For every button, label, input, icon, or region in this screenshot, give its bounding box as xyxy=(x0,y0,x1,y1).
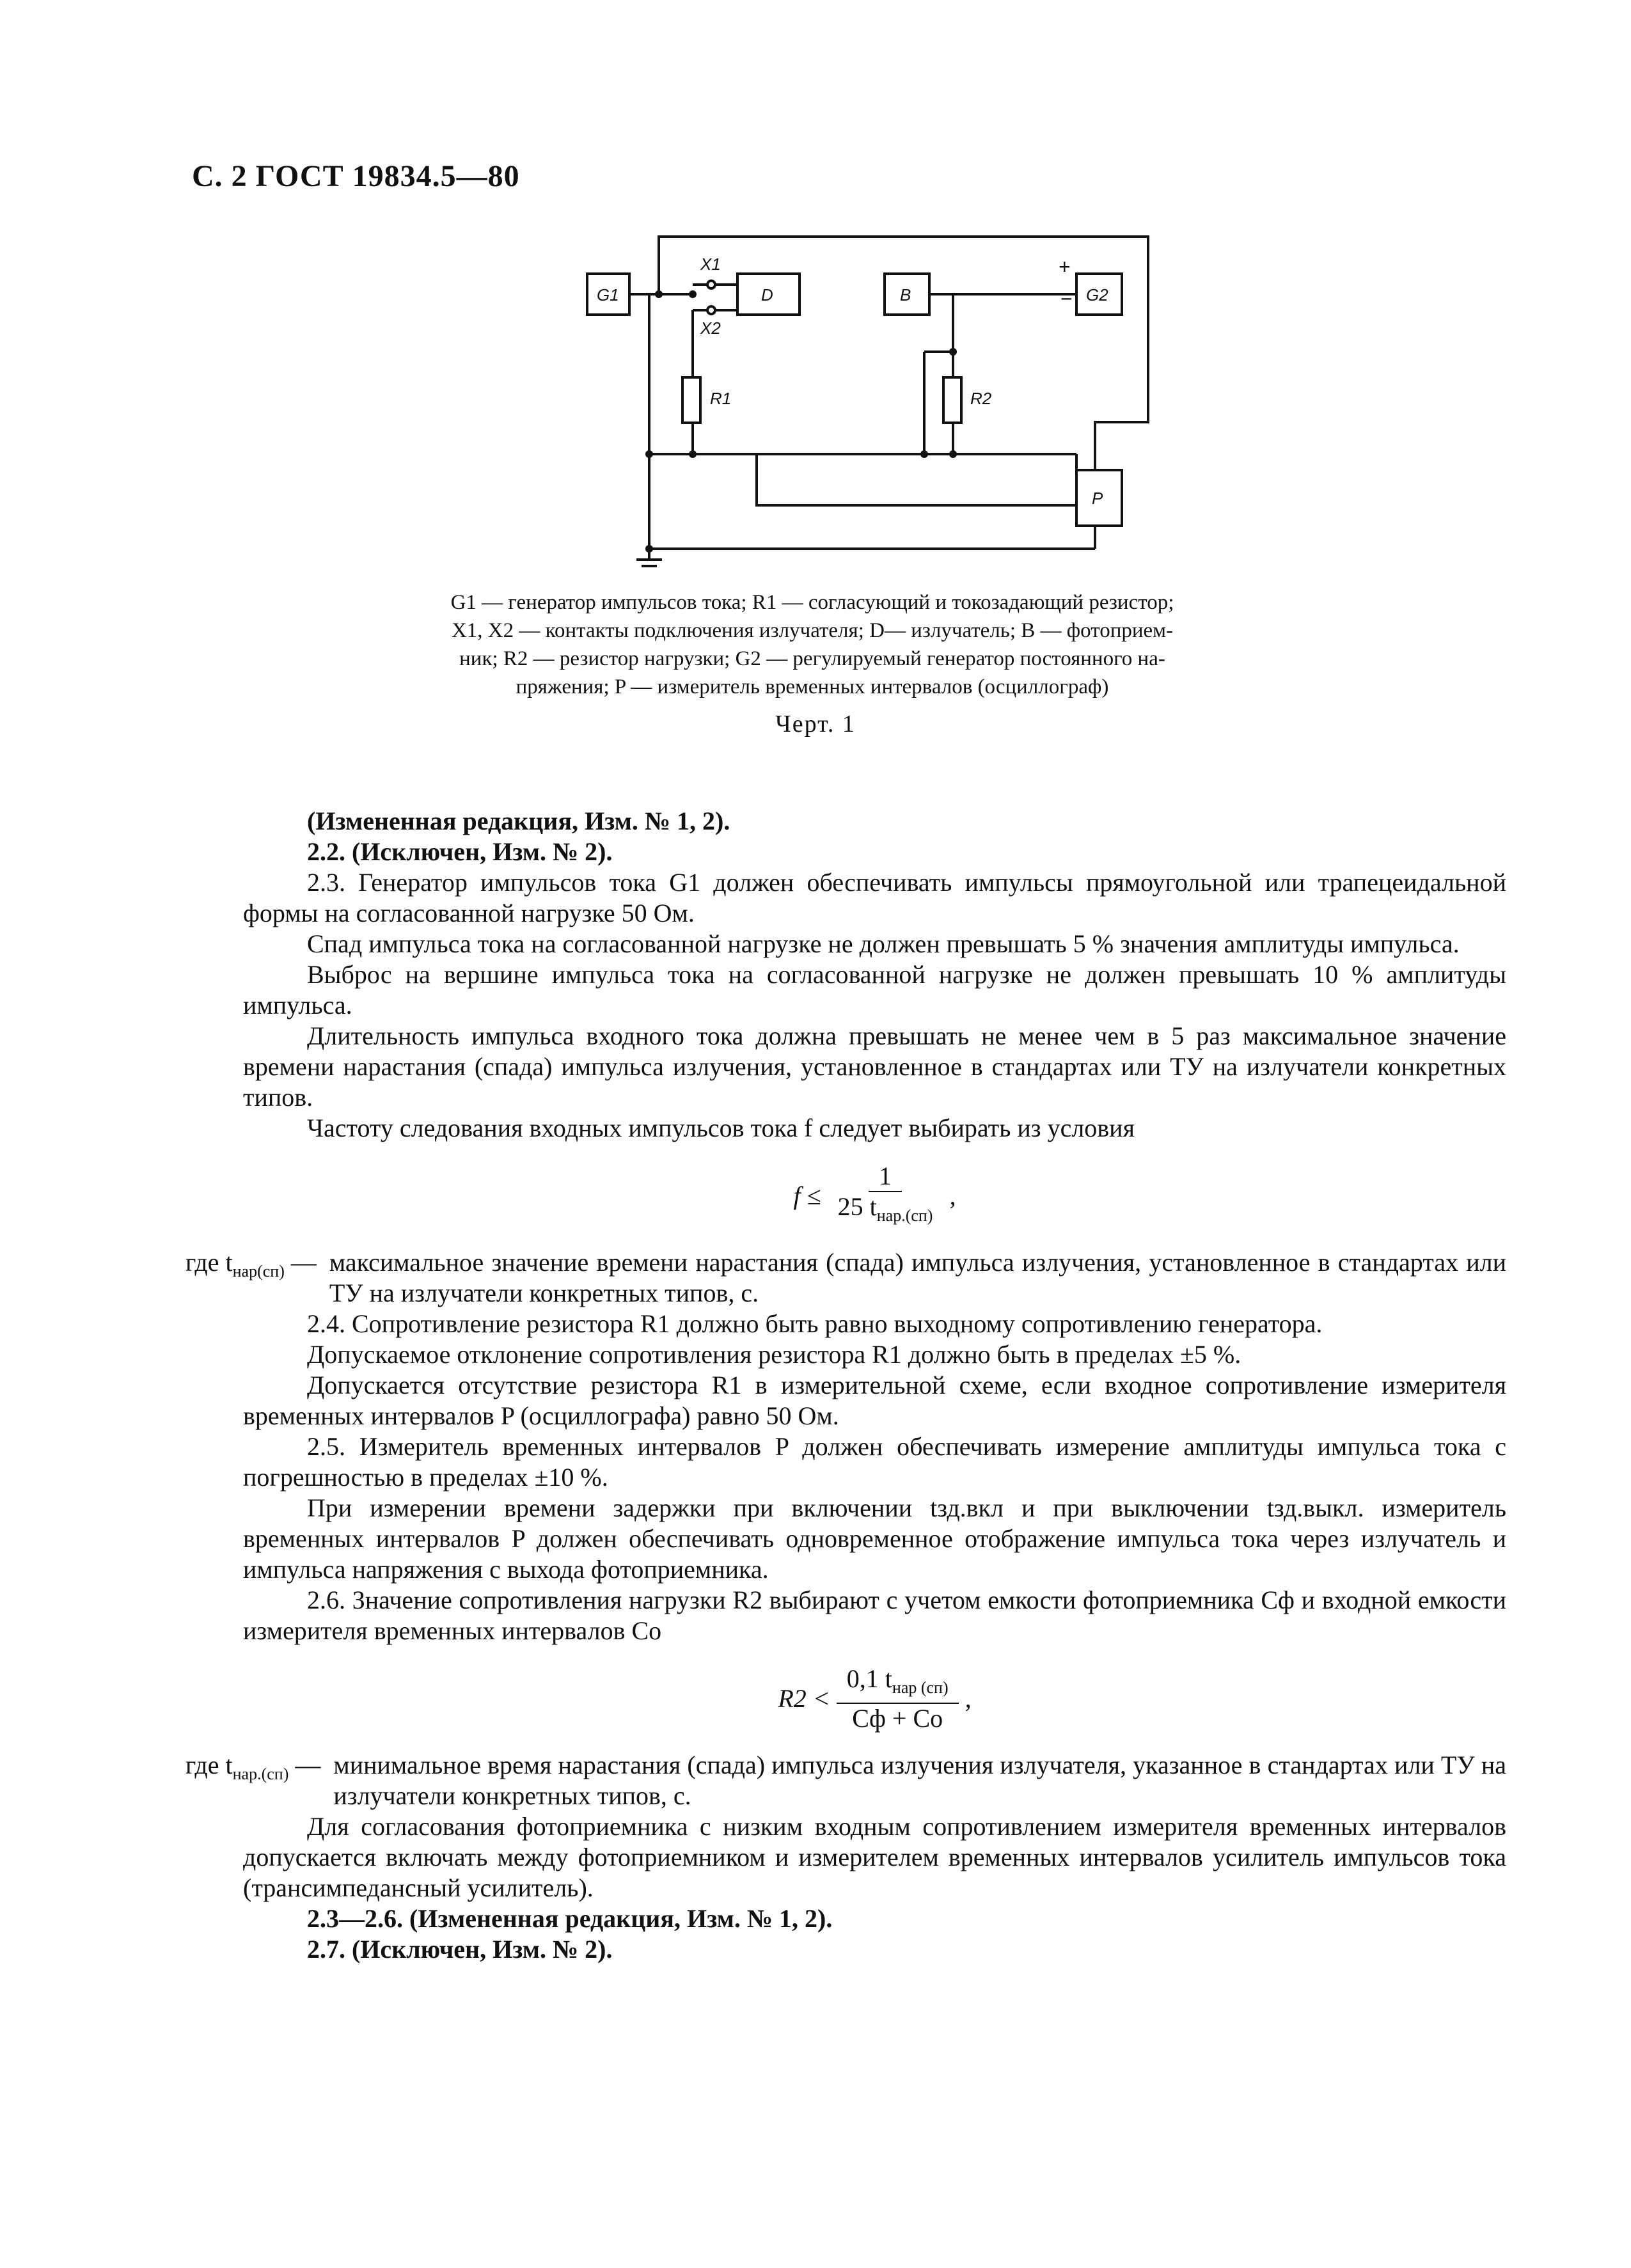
where-label-text: где t xyxy=(185,1248,233,1277)
formula-lhs: f ≤ xyxy=(793,1181,821,1210)
where-label-sub: нар.(сп) xyxy=(232,1765,289,1783)
formula-frequency xyxy=(243,1162,1506,1231)
label-x2: X2 xyxy=(700,319,721,338)
paragraph: Спад импульса тока на согласованной нагрузке не должен превышать 5 % значения амплитуды импульса. xyxy=(307,929,1460,958)
caption-line: X1, X2 — контакты подключения излучателя; D— излучатель; B — фотоприем- xyxy=(451,619,1174,642)
paragraph: 2.6. Значение сопротивления нагрузки R2 выбирают с учетом емкости фотоприемника Cф и входной емкости измерителя временных интервалов Cо xyxy=(243,1586,1506,1645)
caption-line: ник; R2 — резистор нагрузки; G2 — регулируемый генератор постоянного на- xyxy=(459,647,1165,670)
fraction-numerator xyxy=(837,1664,959,1704)
paragraph: 2.4. Сопротивление резистора R1 должно быть равно выходному сопротивлению генератора. xyxy=(307,1309,1323,1338)
page-header: С. 2 ГОСТ 19834.5—80 xyxy=(192,159,520,193)
label-g2: G2 xyxy=(1086,285,1108,304)
where-text: минимальное время нарастания (спада) импульса излучения излучателя, указанное в стандартах или ТУ на излучатели конкретных типов, с. xyxy=(333,1751,1506,1810)
paragraph: Частоту следования входных импульсов тока f следует выбирать из условия xyxy=(307,1114,1135,1142)
where-label xyxy=(185,1247,329,1309)
resistor-r1 xyxy=(682,377,700,423)
where-label-sub: нар(сп) xyxy=(232,1262,285,1280)
paragraph: Для согласования фотоприемника с низким входным сопротивлением измерителя временных интервалов допускается включать между фотоприемником и измерителем временных интервалов усилитель импульсов тока (трансимпедансный усилитель). xyxy=(243,1812,1506,1902)
resistor-r2 xyxy=(943,377,961,423)
paragraph: Выброс на вершине импульса тока на согласованной нагрузке не должен превышать 10 % амплитуды импульса. xyxy=(243,960,1506,1020)
label-r1: R1 xyxy=(710,389,732,408)
paragraph: 2.3. Генератор импульсов тока G1 должен обеспечивать импульсы прямоугольной или трапецеидальной формы на согласованной нагрузке 50 Ом. xyxy=(243,868,1506,927)
den-sub: нар.(сп) xyxy=(876,1206,933,1225)
label-d: D xyxy=(761,285,773,304)
where-text: максимальное значение времени нарастания (спада) импульса излучения, установленное в стандартах или ТУ на излучатели конкретных типов, с. xyxy=(329,1248,1506,1307)
fraction xyxy=(828,1162,943,1231)
label-x1: X1 xyxy=(700,255,721,274)
caption-line: пряжения; P — измеритель временных интервалов (осциллограф) xyxy=(516,675,1109,698)
label-minus: − xyxy=(1060,287,1073,310)
where-clause xyxy=(185,1247,1506,1309)
where-dash: — xyxy=(284,1248,317,1277)
label-plus: + xyxy=(1059,255,1071,278)
where-dash: — xyxy=(288,1751,321,1779)
document-body xyxy=(185,806,1506,1965)
formula-tail: , xyxy=(965,1684,972,1713)
label-r2: R2 xyxy=(970,389,992,408)
where-label-text: где t xyxy=(185,1751,233,1779)
where-label xyxy=(185,1750,333,1811)
num-text: 0,1 t xyxy=(846,1664,892,1693)
figure-label: Черт. 1 xyxy=(775,711,856,737)
label-g1: G1 xyxy=(597,285,619,304)
label-p: P xyxy=(1092,489,1103,508)
circuit-diagram xyxy=(0,0,1631,588)
fraction-numerator: 1 xyxy=(869,1162,902,1192)
paragraph: (Измененная редакция, Изм. № 1, 2). xyxy=(307,807,730,835)
formula-r2 xyxy=(243,1664,1506,1733)
formula-tail: , xyxy=(949,1181,956,1210)
where-clause xyxy=(185,1750,1506,1811)
fraction-denominator: Cф + Cо xyxy=(852,1704,943,1733)
paragraph: При измерении времени задержки при включении tзд.вкл и при выключении tзд.выкл. измеритель временных интервалов P должен обеспечивать одновременное отображение импульса тока через излучатель и импульса напряжения с выхода фотоприемника. xyxy=(243,1493,1506,1584)
caption-line: G1 — генератор импульсов тока; R1 — согласующий и токозадающий резистор; xyxy=(450,591,1174,614)
den-text: 25 t xyxy=(837,1192,877,1221)
formula-lhs: R2 < xyxy=(778,1684,830,1713)
fraction-denominator xyxy=(828,1192,943,1231)
paragraph: 2.5. Измеритель временных интервалов P должен обеспечивать измерение амплитуды импульса тока с погрешностью в пределах ±10 %. xyxy=(243,1432,1506,1492)
paragraph: Длительность импульса входного тока должна превышать не менее чем в 5 раз максимальное значение времени нарастания (спада) импульса излучения, установленное в стандартах или ТУ на излучатели конкретных типов. xyxy=(243,1021,1506,1112)
paragraph: Допускаемое отклонение сопротивления резистора R1 должно быть в пределах ±5 %. xyxy=(307,1340,1241,1369)
paragraph: 2.7. (Исключен, Изм. № 2). xyxy=(307,1935,613,1964)
paragraph: Допускается отсутствие резистора R1 в измерительной схеме, если входное сопротивление измерителя временных интервалов P (осциллографа) равно 50 Ом. xyxy=(243,1371,1506,1430)
paragraph: 2.3—2.6. (Измененная редакция, Изм. № 1, 2). xyxy=(307,1904,833,1933)
fraction xyxy=(837,1664,959,1733)
figure-caption xyxy=(333,588,1292,701)
label-b: B xyxy=(900,285,911,304)
paragraph: 2.2. (Исключен, Изм. № 2). xyxy=(307,837,613,866)
num-sub: нар (сп) xyxy=(892,1678,949,1697)
